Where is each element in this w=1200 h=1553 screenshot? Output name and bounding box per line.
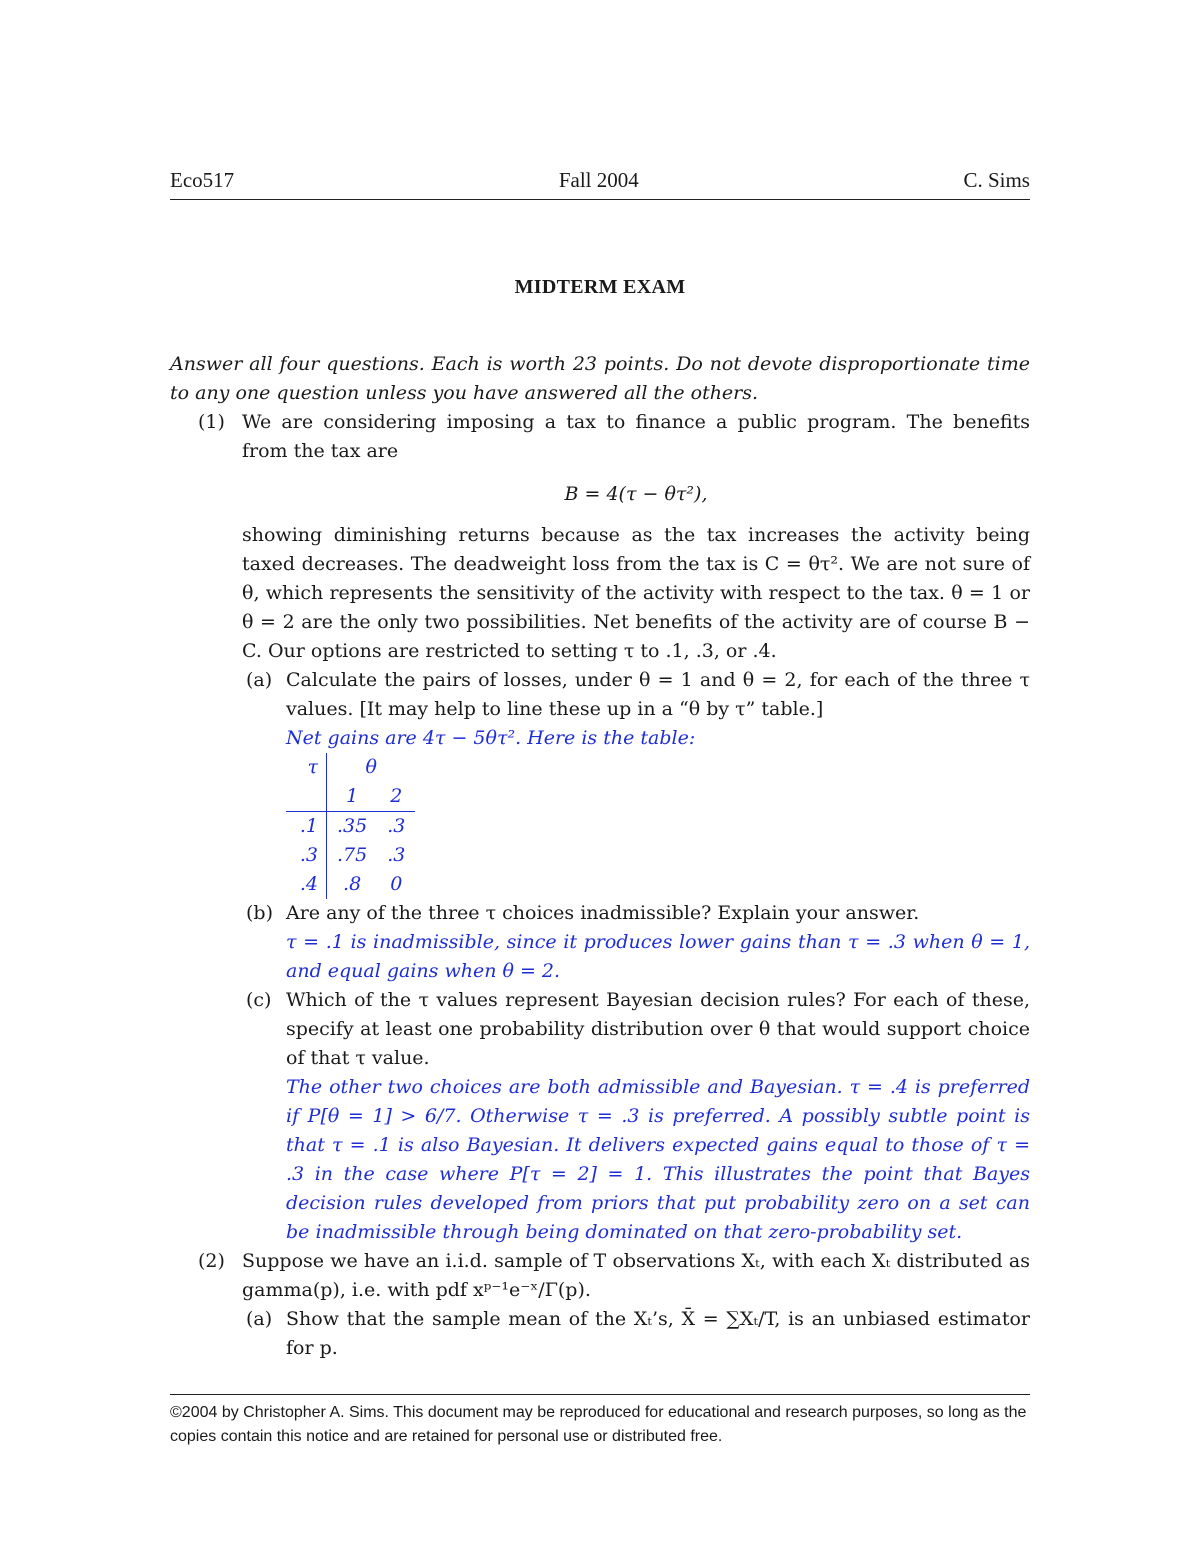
table-cell: .3 <box>286 841 327 870</box>
table-col-label: 1 <box>327 782 378 812</box>
table-row <box>286 870 415 899</box>
subquestion-text: Show that the sample mean of the Xₜ’s, X̄ = ∑Xₜ/T, is an unbiased estimator for p. <box>286 1308 1030 1359</box>
table-cell: .3 <box>387 844 406 866</box>
running-header <box>170 168 1030 200</box>
subquestion-number: (b) <box>246 902 273 924</box>
benefit-equation: B = 4(τ − θτ²), <box>564 483 708 505</box>
table-cell: .8 <box>343 873 362 895</box>
question-number: (1) <box>198 411 225 433</box>
table-col-header: θ <box>365 756 377 778</box>
table-cell: .3 <box>387 815 406 837</box>
author: C. Sims <box>963 168 1030 192</box>
question-1c <box>246 986 1030 1247</box>
question-1a <box>246 666 1030 899</box>
copyright-footer: ©2004 by Christopher A. Sims. This document may be reproduced for educational and research purposes, so long as the copies contain this notice and are retained for personal use or distributed free. <box>170 1394 1030 1449</box>
question-2 <box>198 1247 1030 1305</box>
table-cell: .35 <box>337 815 368 837</box>
exam-body <box>170 350 1030 1363</box>
page-title: MIDTERM EXAM <box>514 276 686 298</box>
table-cell: .1 <box>286 812 327 842</box>
question-text: Suppose we have an i.i.d. sample of T observations Xₜ, with each Xₜ distributed as gamma(p), i.e. with pdf xᵖ⁻¹e⁻ˣ/Γ(p). <box>242 1250 1030 1301</box>
question-intro: We are considering imposing a tax to finance a public program. The benefits from the tax are <box>242 411 1030 462</box>
subquestion-number: (a) <box>246 1308 273 1330</box>
instructions: Answer all four questions. Each is worth 23 points. Do not devote disproportionate time to any one question unless you have answered all the others. <box>170 353 1030 404</box>
question-text: showing diminishing returns because as the tax increases the activity being taxed decreases. The deadweight loss from the tax is C = θτ². We are not sure of θ, which represents the sensitivity of the activity with respect to the tax. θ = 1 or θ = 2 are the only two possibilities. Net benefits of the activity are of course B − C. Our options are restricted to setting τ to .1, .3, or .4. <box>242 524 1030 662</box>
answer-text: The other two choices are both admissible and Bayesian. τ = .4 is preferred if P[θ = 1] > 6/7. Otherwise τ = .3 is preferred. A possibly subtle point is that τ = .1 is also Bayesian. It delivers expected gains equal to those of τ = .3 in the case where P[τ = 2] = 1. This illustrates the point that Bayes decision rules developed from priors that put probability zero on a set can be inadmissible through being dominated on that zero-probability set. <box>286 1076 1030 1243</box>
table-row <box>286 812 415 842</box>
table-col-label: 2 <box>377 782 415 812</box>
gains-table <box>286 753 415 899</box>
subquestion-number: (a) <box>246 669 273 691</box>
table-cell: 0 <box>390 873 403 895</box>
table-row-header: τ <box>286 753 327 782</box>
question-2a <box>246 1305 1030 1363</box>
question-number: (2) <box>198 1250 225 1272</box>
question-1b <box>246 899 1030 986</box>
table-cell: .75 <box>337 844 368 866</box>
subquestion-text: Calculate the pairs of losses, under θ = 1 and θ = 2, for each of the three τ values. [It may help to line these up in a “θ by τ” table.] <box>286 669 1030 720</box>
answer-text: Net gains are 4τ − 5θτ². Here is the table: <box>286 727 696 749</box>
course-code: Eco517 <box>170 168 235 192</box>
table-row <box>286 841 415 870</box>
question-1 <box>198 408 1030 666</box>
subquestion-text: Which of the τ values represent Bayesian decision rules? For each of these, specify at least one probability distribution over θ that would support choice of that τ value. <box>286 989 1030 1069</box>
table-cell: .4 <box>286 870 327 899</box>
subquestion-text: Are any of the three τ choices inadmissible? Explain your answer. <box>286 902 920 924</box>
answer-text: τ = .1 is inadmissible, since it produces lower gains than τ = .3 when θ = 1, and equal gains when θ = 2. <box>286 931 1030 982</box>
subquestion-number: (c) <box>246 989 272 1011</box>
term: Fall 2004 <box>558 168 639 192</box>
